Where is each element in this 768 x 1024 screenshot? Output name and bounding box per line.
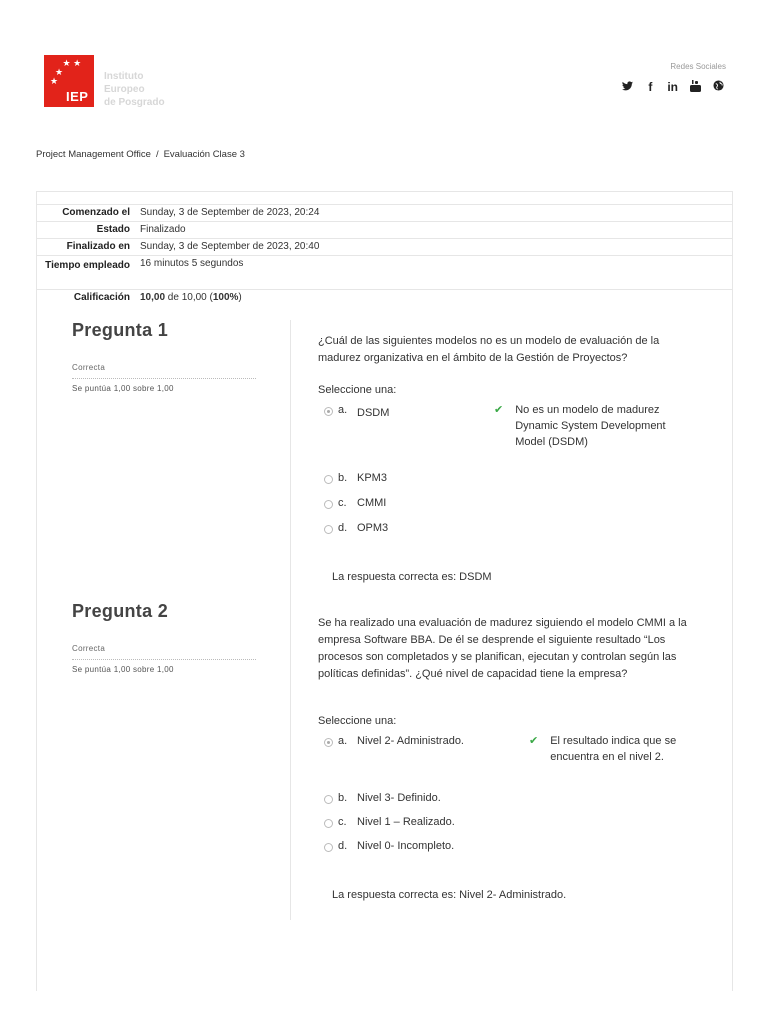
option-letter: a. [338, 735, 348, 747]
option-feedback [529, 733, 694, 765]
question-divider [290, 320, 291, 920]
question-title: Pregunta 2 [72, 601, 169, 621]
option-text: Nivel 1 – Realizado. [357, 816, 455, 828]
facebook-icon[interactable]: f [648, 80, 653, 94]
summary-value: Finalizado [140, 224, 186, 235]
option-d[interactable] [324, 840, 454, 852]
social-links [622, 80, 724, 95]
grade-score: 10,00 [140, 292, 166, 303]
correct-answer: La respuesta correcta es: Nivel 2- Administrado. [332, 889, 567, 901]
summary-label: Finalizado en [66, 241, 130, 252]
radio-button[interactable] [324, 819, 333, 828]
option-text: Nivel 2- Administrado. [357, 735, 464, 747]
globe-icon[interactable] [713, 80, 724, 95]
iep-logo[interactable] [44, 55, 94, 107]
question-state: Correcta [72, 644, 256, 660]
correct-answer: La respuesta correcta es: DSDM [332, 571, 492, 583]
question-text: ¿Cuál de las siguientes modelos no es un modelo de evaluación de la madurez organizativa en el ámbito de la Gestión de Proyectos? [318, 335, 660, 364]
summary-label: Comenzado el [62, 207, 130, 218]
institute-line: de Posgrado [104, 97, 165, 108]
radio-button[interactable] [324, 407, 333, 416]
radio-button[interactable] [324, 525, 333, 534]
summary-label: Calificación [73, 292, 130, 303]
select-one-label: Seleccione una: [318, 715, 397, 727]
option-text: Nivel 3- Definido. [357, 792, 441, 804]
option-feedback [494, 402, 694, 450]
attempt-summary-table [36, 205, 733, 307]
option-letter: c. [338, 816, 347, 828]
breadcrumb-item-course[interactable]: Project Management Office [36, 149, 151, 160]
logo-iep-text: IEP [66, 89, 89, 104]
option-b[interactable] [324, 792, 441, 804]
question-text: Se ha realizado una evaluación de madurez siguiendo el modelo CMMI a la empresa Software BBA. De él se desprende el siguiente resultado “Los procesos son completados y se planifican, ejecutan y controlan según las políticas definidas”. ¿Qué nivel de capacidad tiene la empresa? [318, 617, 687, 680]
option-c[interactable] [324, 497, 386, 509]
option-c[interactable] [324, 816, 455, 828]
radio-button[interactable] [324, 738, 333, 747]
stars-icon: ★ ★ ★ ★ [50, 58, 82, 86]
summary-label: Tiempo empleado [45, 260, 130, 271]
summary-row-grade [36, 290, 733, 307]
radio-button[interactable] [324, 475, 333, 484]
option-letter: d. [338, 840, 348, 852]
youtube-icon[interactable] [690, 80, 701, 95]
institute-name [104, 70, 165, 109]
summary-row-time [36, 256, 733, 290]
question-title: Pregunta 1 [72, 320, 169, 340]
summary-value: Sunday, 3 de September de 2023, 20:24 [140, 207, 320, 218]
option-text: Nivel 0- Incompleto. [357, 840, 455, 852]
question-1-info [72, 320, 256, 393]
question-2-info [72, 601, 256, 674]
summary-label: Estado [96, 224, 130, 235]
summary-row-state [36, 222, 733, 239]
institute-line: Europeo [104, 84, 145, 95]
summary-value: Sunday, 3 de September de 2023, 20:40 [140, 241, 320, 252]
option-text: DSDM [357, 407, 390, 419]
check-icon: ✔ [494, 404, 504, 416]
radio-button[interactable] [324, 795, 333, 804]
check-icon: ✔ [529, 735, 539, 747]
grade-total: de 10,00 ( [165, 292, 213, 303]
grade-close: ) [238, 292, 242, 303]
twitter-icon[interactable] [622, 80, 633, 95]
option-d[interactable] [324, 522, 388, 534]
option-letter: c. [338, 497, 347, 509]
question-state: Correcta [72, 363, 256, 379]
option-letter: b. [338, 792, 348, 804]
panel-top-band [37, 192, 732, 205]
option-text: CMMI [357, 497, 387, 509]
feedback-text: No es un modelo de madurez Dynamic System Development Model (DSDM) [515, 404, 666, 448]
institute-line: Instituto [104, 71, 144, 82]
breadcrumb-item-evaluation[interactable]: Evaluación Clase 3 [163, 149, 245, 160]
quiz-review-panel [36, 191, 733, 991]
question-grade: Se puntúa 1,00 sobre 1,00 [72, 384, 174, 393]
select-one-label: Seleccione una: [318, 384, 397, 396]
social-title: Redes Sociales [670, 62, 726, 71]
question-grade: Se puntúa 1,00 sobre 1,00 [72, 665, 174, 674]
breadcrumb [36, 149, 245, 160]
option-text: OPM3 [357, 522, 389, 534]
option-letter: b. [338, 472, 348, 484]
option-a[interactable] [324, 404, 389, 419]
grade-percent: 100% [212, 292, 239, 303]
linkedin-icon[interactable]: in [667, 80, 678, 94]
summary-value: 16 minutos 5 segundos [140, 258, 244, 269]
option-a[interactable] [324, 735, 464, 747]
option-letter: a. [338, 404, 348, 416]
summary-row-finished [36, 239, 733, 256]
breadcrumb-separator: / [155, 149, 159, 160]
option-letter: d. [338, 522, 348, 534]
feedback-text: El resultado indica que se encuentra en el nivel 2. [550, 735, 677, 763]
radio-button[interactable] [324, 843, 333, 852]
summary-row-started [36, 205, 733, 222]
option-b[interactable] [324, 472, 387, 484]
summary-value [134, 290, 242, 307]
option-text: KPM3 [357, 472, 387, 484]
radio-button[interactable] [324, 500, 333, 509]
